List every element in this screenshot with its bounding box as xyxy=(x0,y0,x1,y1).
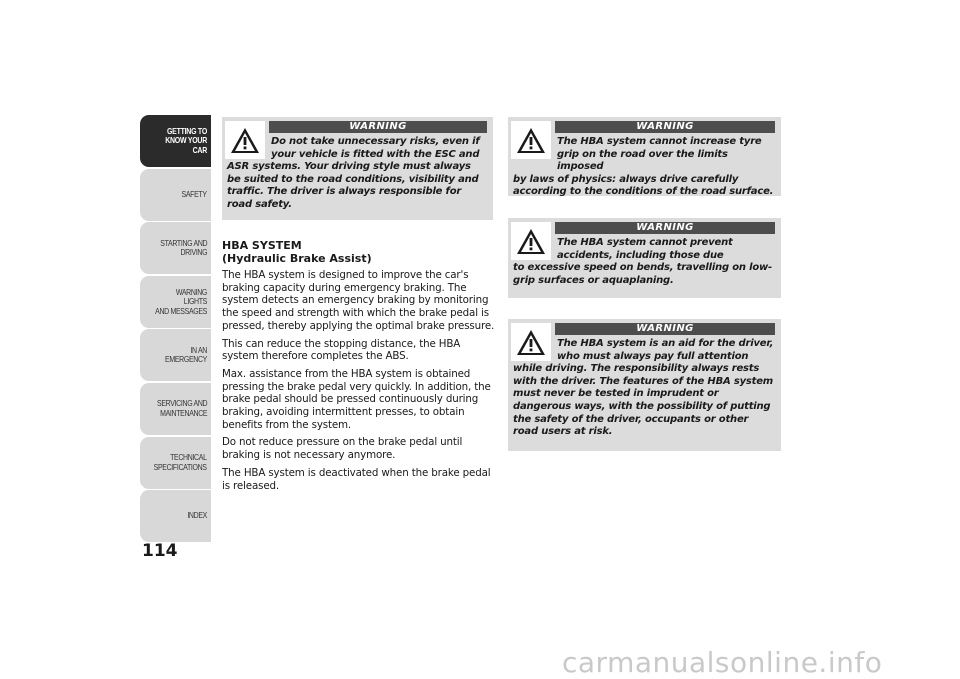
warning-text-body: while driving. The responsibility always rests with the driver. The features of the HBA system must never be tested in imprudent or dangerous ways, with the possibility of putting the safety of the driver, occupants or other road users at risk. xyxy=(513,363,774,438)
warning-title: WARNING xyxy=(555,222,775,234)
hba-section xyxy=(222,240,496,497)
warning-triangle-icon xyxy=(511,121,551,159)
warning-text-body: by laws of physics: always drive carefully according to the conditions of the road surface. xyxy=(513,173,774,198)
warning-triangle-icon xyxy=(225,121,265,159)
warning-text-body: ASR systems. Your driving style must always be suited to the road conditions, visibility and traffic. The driver is always responsible for road safety. xyxy=(227,161,479,210)
warning-box xyxy=(508,319,781,451)
warning-title: WARNING xyxy=(269,121,487,133)
paragraph: Do not reduce pressure on the brake pedal until braking is not necessary anymore. xyxy=(222,436,463,462)
paragraph: The HBA system is designed to improve the car's braking capacity during emergency braking. The system detects an emergency braking by monitoring the speed and strength with which the brake pedal is pressed, thereby applying the optimal brake pressure. xyxy=(222,269,495,332)
section-heading-line1: HBA SYSTEM xyxy=(222,239,302,252)
warning-box xyxy=(222,117,493,220)
warning-box xyxy=(508,218,781,298)
warning-title: WARNING xyxy=(555,323,775,335)
tab-label: WARNING LIGHTS AND MESSAGES xyxy=(155,286,207,316)
warning-box xyxy=(508,117,781,196)
warning-text-head: The HBA system is an aid for the driver, who must always pay full attention xyxy=(557,338,774,362)
tab-getting-to-know-your-car[interactable] xyxy=(140,115,211,167)
tab-label: IN AN EMERGENCY xyxy=(165,344,207,365)
warning-triangle-icon xyxy=(511,323,551,361)
section-heading xyxy=(222,240,496,265)
warning-text-head: Do not take unnecessary risks, even if your vehicle is fitted with the ESC and xyxy=(271,136,480,160)
warning-title: WARNING xyxy=(555,121,775,133)
paragraph: Max. assistance from the HBA system is obtained pressing the brake pedal very quickly. In addition, the brake pedal should be pressed continuously during braking, avoiding intermittent presses, to obtain benefits from the system. xyxy=(222,367,491,431)
tab-index[interactable] xyxy=(140,490,211,542)
tab-starting-and-driving[interactable] xyxy=(140,222,211,274)
tab-label: SERVICING AND MAINTENANCE xyxy=(156,398,207,418)
section-heading-line2: (Hydraulic Brake Assist) xyxy=(222,251,372,265)
tab-label: GETTING TO KNOW YOUR CAR xyxy=(165,125,207,155)
warning-text-head: The HBA system cannot increase tyre grip on the road over the limits imposed xyxy=(557,136,762,173)
warning-text-body: to excessive speed on bends, travelling on low-grip surfaces or aquaplaning. xyxy=(513,262,772,286)
tab-label: STARTING AND DRIVING xyxy=(160,237,207,258)
tab-warning-lights[interactable] xyxy=(140,276,211,328)
watermark: carmanualsonline.info xyxy=(562,646,883,679)
paragraph: The HBA system is deactivated when the brake pedal is released. xyxy=(222,466,491,492)
tab-label: TECHNICAL SPECIFICATIONS xyxy=(154,452,207,472)
chapter-tabs xyxy=(140,115,211,544)
tab-label: SAFETY xyxy=(181,188,207,199)
tab-servicing[interactable] xyxy=(140,383,211,435)
tab-technical-specifications[interactable] xyxy=(140,437,211,489)
warning-triangle-icon xyxy=(511,222,551,260)
paragraph: This can reduce the stopping distance, the HBA system therefore completes the ABS. xyxy=(222,337,461,363)
tab-safety[interactable] xyxy=(140,169,211,221)
tab-in-an-emergency[interactable] xyxy=(140,329,211,381)
tab-label: INDEX xyxy=(187,510,207,521)
page-number: 114 xyxy=(142,541,178,561)
warning-text-head: The HBA system cannot prevent accidents, including those due xyxy=(557,237,733,261)
